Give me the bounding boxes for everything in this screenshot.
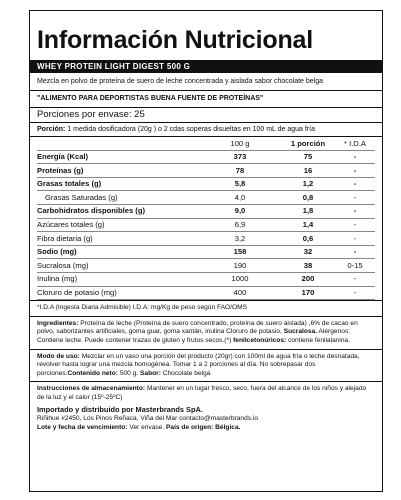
table-row bbox=[30, 191, 382, 204]
table-row bbox=[30, 273, 382, 286]
value-100g: 5,8 bbox=[234, 179, 246, 189]
nutrient-name: Grasas totales (g) bbox=[37, 179, 102, 189]
ida-note: *I.D.A (Ingesta Diaria Admisible) I.D.A: mg/Kg de peso según FAO/OMS bbox=[37, 304, 247, 312]
value-ida: - bbox=[353, 274, 357, 284]
importer-address: Riñihue #2450, Los Pinos Reñaca, Viña del Mar contacto@masterbrands.io bbox=[37, 415, 258, 423]
table-row bbox=[30, 205, 382, 218]
portion-size: Porción: 1 medida dosificadora (20g ) o 2 cdas soperas disueltas en 100 mL de agua fría bbox=[37, 126, 315, 133]
table-row bbox=[30, 164, 382, 177]
value-portion: 170 bbox=[301, 288, 315, 298]
value-100g: 400 bbox=[233, 288, 247, 298]
value-portion: 0,6 bbox=[302, 233, 314, 243]
table-row bbox=[30, 232, 382, 245]
value-100g: 4,0 bbox=[234, 192, 246, 202]
value-ida: - bbox=[353, 288, 357, 298]
value-ida: - bbox=[353, 165, 357, 175]
value-ida: - bbox=[353, 179, 357, 189]
value-portion: 1,4 bbox=[302, 220, 314, 230]
nutrient-name: Azúcares totales (g) bbox=[37, 220, 105, 230]
col-portion: 1 porción bbox=[290, 138, 326, 148]
value-100g: 9,0 bbox=[234, 206, 246, 216]
value-100g: 78 bbox=[235, 165, 245, 175]
importer-info bbox=[30, 405, 382, 434]
value-portion: 32 bbox=[303, 247, 313, 257]
nutrient-name: Inulina (mg) bbox=[37, 274, 78, 284]
value-portion: 38 bbox=[303, 260, 313, 270]
value-100g: 6,9 bbox=[234, 220, 246, 230]
nutrition-table bbox=[30, 137, 382, 300]
value-ida: - bbox=[353, 192, 357, 202]
importer-line: Importado y distribuido por Masterbrands SpA. bbox=[37, 405, 203, 415]
product-name-bar: WHEY PROTEIN LIGHT DIGEST 500 G bbox=[30, 60, 382, 73]
nutrient-name: Cloruro de potasio (mg) bbox=[37, 288, 117, 298]
table-row bbox=[30, 246, 382, 259]
nutrient-name: Energía (Kcal) bbox=[37, 152, 89, 162]
table-row bbox=[30, 151, 382, 164]
usage-instructions: Modo de uso: Mezclar en un vaso una porción del producto (20gr) con 100ml de agua fría o leche desnatada, revolver hasta lograr una mezcla homogénea. Tomar 1 a 2 porciones al día. No sobrepasar dos porciones.Contenido neto: 500 g. Sabor: Chocolate belga bbox=[37, 352, 360, 377]
nutrient-name: Proteínas (g) bbox=[37, 165, 84, 175]
label-title: Información Nutricional bbox=[37, 26, 313, 54]
ingredients: Ingredientes: Proteína de leche (Proteína de suero concentrado, proteína de suero aislada) ,6% de cacao en polvo, saborizantes artificiales, goma guar, goma xantán, inulina Cloruro de potasio, Sucralosa. Alérgenos: Contiene leche. Puede contener trazas de gluten y frutos secos.(*) fenilcetonúricos: contiene fenilalanina. bbox=[37, 319, 358, 344]
product-description: Mezcla en polvo de proteína de suero de leche concentrada y aislada sabor chocolate belga bbox=[37, 78, 324, 85]
value-100g: 3,2 bbox=[234, 233, 246, 243]
table-row bbox=[30, 178, 382, 191]
value-portion: 1,8 bbox=[302, 206, 314, 216]
table-row bbox=[30, 219, 382, 232]
value-ida: - bbox=[353, 233, 357, 243]
value-100g: 190 bbox=[233, 260, 247, 270]
value-ida: - bbox=[353, 206, 357, 216]
value-100g: 158 bbox=[233, 247, 247, 257]
value-ida: - bbox=[353, 247, 357, 257]
value-portion: 200 bbox=[301, 274, 315, 284]
nutrient-name: Sucralosa (mg) bbox=[37, 260, 89, 270]
nutrient-name: Sodio (mg) bbox=[37, 247, 77, 257]
col-100g: 100 g bbox=[230, 138, 250, 148]
nutrient-name: Carbohidratos disponibles (g) bbox=[37, 206, 146, 216]
table-row bbox=[30, 259, 382, 272]
value-100g: 373 bbox=[233, 152, 247, 162]
col-ida: * I.D.A bbox=[344, 138, 366, 148]
value-portion: 75 bbox=[303, 152, 313, 162]
storage-instructions: Instrucciones de almacenamiento: Mantener en un lugar fresco, seco, fuera del alcance de los niños y alejado de la luz y el calor (15º-25ºC) bbox=[37, 385, 367, 401]
nutrition-label bbox=[29, 10, 383, 492]
value-ida: - bbox=[353, 220, 357, 230]
value-ida: 0-15 bbox=[347, 260, 363, 270]
table-row bbox=[30, 287, 382, 300]
value-portion: 16 bbox=[303, 165, 313, 175]
lot-origin: Lote y fecha de vencimiento: Ver envase. País de origen: Bélgica. bbox=[37, 424, 241, 432]
value-portion: 0,8 bbox=[302, 192, 314, 202]
value-portion: 1,2 bbox=[302, 179, 314, 189]
table-header bbox=[30, 137, 382, 150]
value-ida: - bbox=[353, 152, 357, 162]
nutrient-name: Fibra dietaria (g) bbox=[37, 233, 93, 243]
nutrient-name: Grasas Saturadas (g) bbox=[45, 192, 118, 202]
slogan: "ALIMENTO PARA DEPORTISTAS BUENA FUENTE DE PROTEÍNAS" bbox=[37, 95, 264, 102]
servings-per-container: Porciones por envase: 25 bbox=[37, 109, 145, 120]
value-100g: 1000 bbox=[231, 274, 249, 284]
